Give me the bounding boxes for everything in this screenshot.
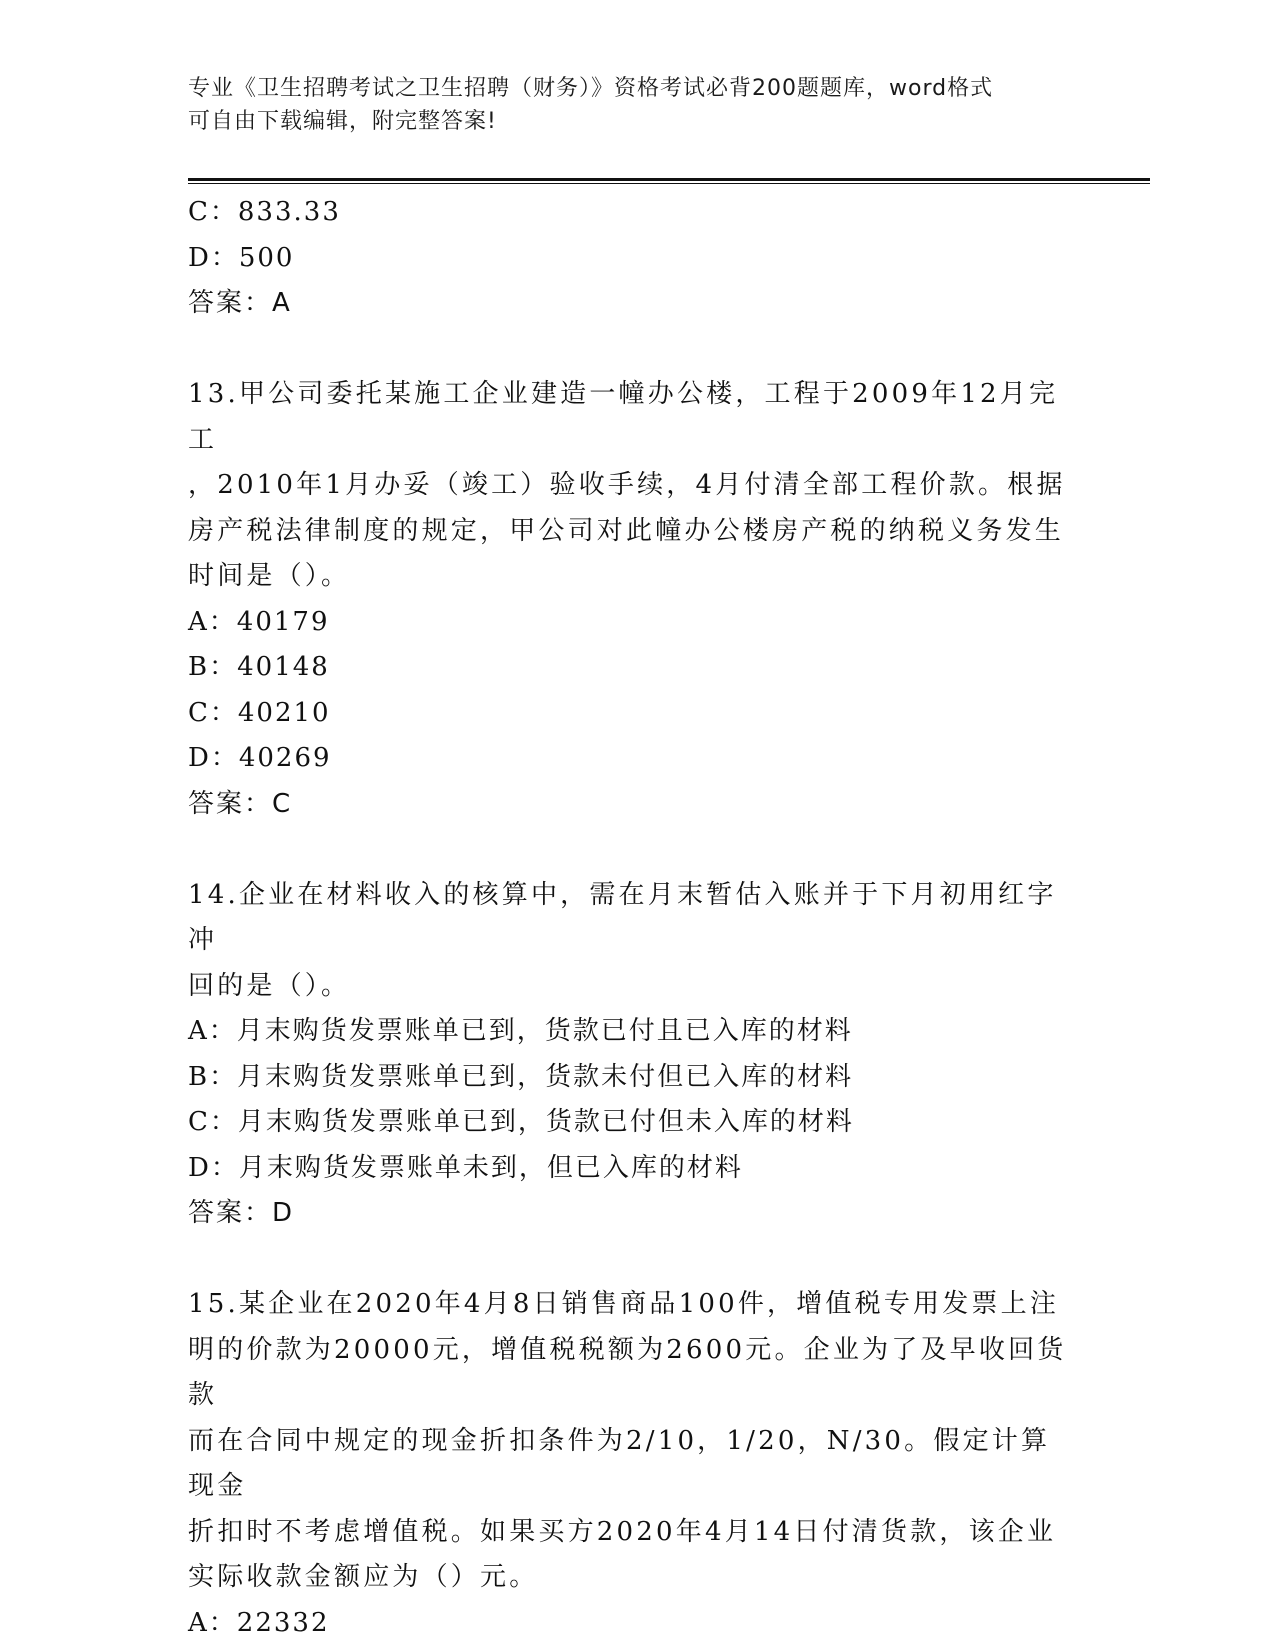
answer-line: 答案：D: [188, 1198, 295, 1228]
option-a: A：月末购货发票账单已到，货款已付且已入库的材料: [188, 1016, 853, 1046]
question-stem-line: 实际收款金额应为（）元。: [188, 1562, 539, 1592]
question-stem-line: 回的是（）。: [188, 970, 351, 1001]
question-stem-line: 折扣时不考虑增值税。如果买方2020年4月14日付清货款，该企业: [188, 1516, 1057, 1547]
answer-line: 答案：A: [188, 288, 292, 318]
spacer: [188, 327, 1078, 373]
question-15: [188, 1282, 1078, 1646]
option-a: A：40179: [188, 606, 330, 637]
spacer: [188, 1237, 1078, 1283]
option-c: C：月末购货发票账单已到，货款已付但未入库的材料: [188, 1107, 854, 1137]
question-stem-line: 时间是（）。: [188, 561, 351, 591]
question-stem-line: 明的价款为20000元，增值税税额为2600元。企业为了及早收回货款: [188, 1334, 1067, 1410]
document-body: [188, 190, 1078, 1646]
question-stem-line: 房产税法律制度的规定，甲公司对此幢办公楼房产税的纳税义务发生: [188, 515, 1065, 546]
option-a: A：22332: [188, 1607, 330, 1638]
option-d: D：月末购货发票账单未到，但已入库的材料: [188, 1152, 743, 1183]
question-stem-line: ，2010年1月办妥（竣工）验收手续，4月付清全部工程价款。根据: [188, 470, 1066, 500]
option-c: C：833.33: [188, 197, 341, 227]
question-stem-line: 15.某企业在2020年4月8日销售商品100件，增值税专用发票上注: [188, 1289, 1060, 1319]
document-header: [188, 72, 1068, 138]
spacer: [188, 827, 1078, 873]
question-stem-line: 而在合同中规定的现金折扣条件为2/10，1/20，N/30。假定计算现金: [188, 1425, 1051, 1501]
header-line-2: 可自由下载编辑，附完整答案!: [188, 109, 497, 134]
question-13: [188, 372, 1078, 827]
header-rule-thick: [188, 178, 1150, 181]
answer-line: 答案：C: [188, 788, 293, 819]
question-stem-line: 13.甲公司委托某施工企业建造一幢办公楼，工程于2009年12月完工: [188, 379, 1059, 455]
question-14: [188, 873, 1078, 1237]
header-rule-thin: [188, 183, 1150, 184]
question-stem-line: 14.企业在材料收入的核算中，需在月末暂估入账并于下月初用红字冲: [188, 879, 1057, 955]
option-d: D：40269: [188, 743, 332, 773]
question-12-continued: [188, 190, 1078, 327]
option-b: B：40148: [188, 652, 330, 682]
option-b: B：月末购货发票账单已到，货款未付但已入库的材料: [188, 1061, 854, 1092]
option-c: C：40210: [188, 697, 331, 728]
header-line-1: 专业《卫生招聘考试之卫生招聘（财务）》资格考试必背200题题库，word格式: [188, 76, 994, 101]
option-d: D：500: [188, 242, 295, 273]
